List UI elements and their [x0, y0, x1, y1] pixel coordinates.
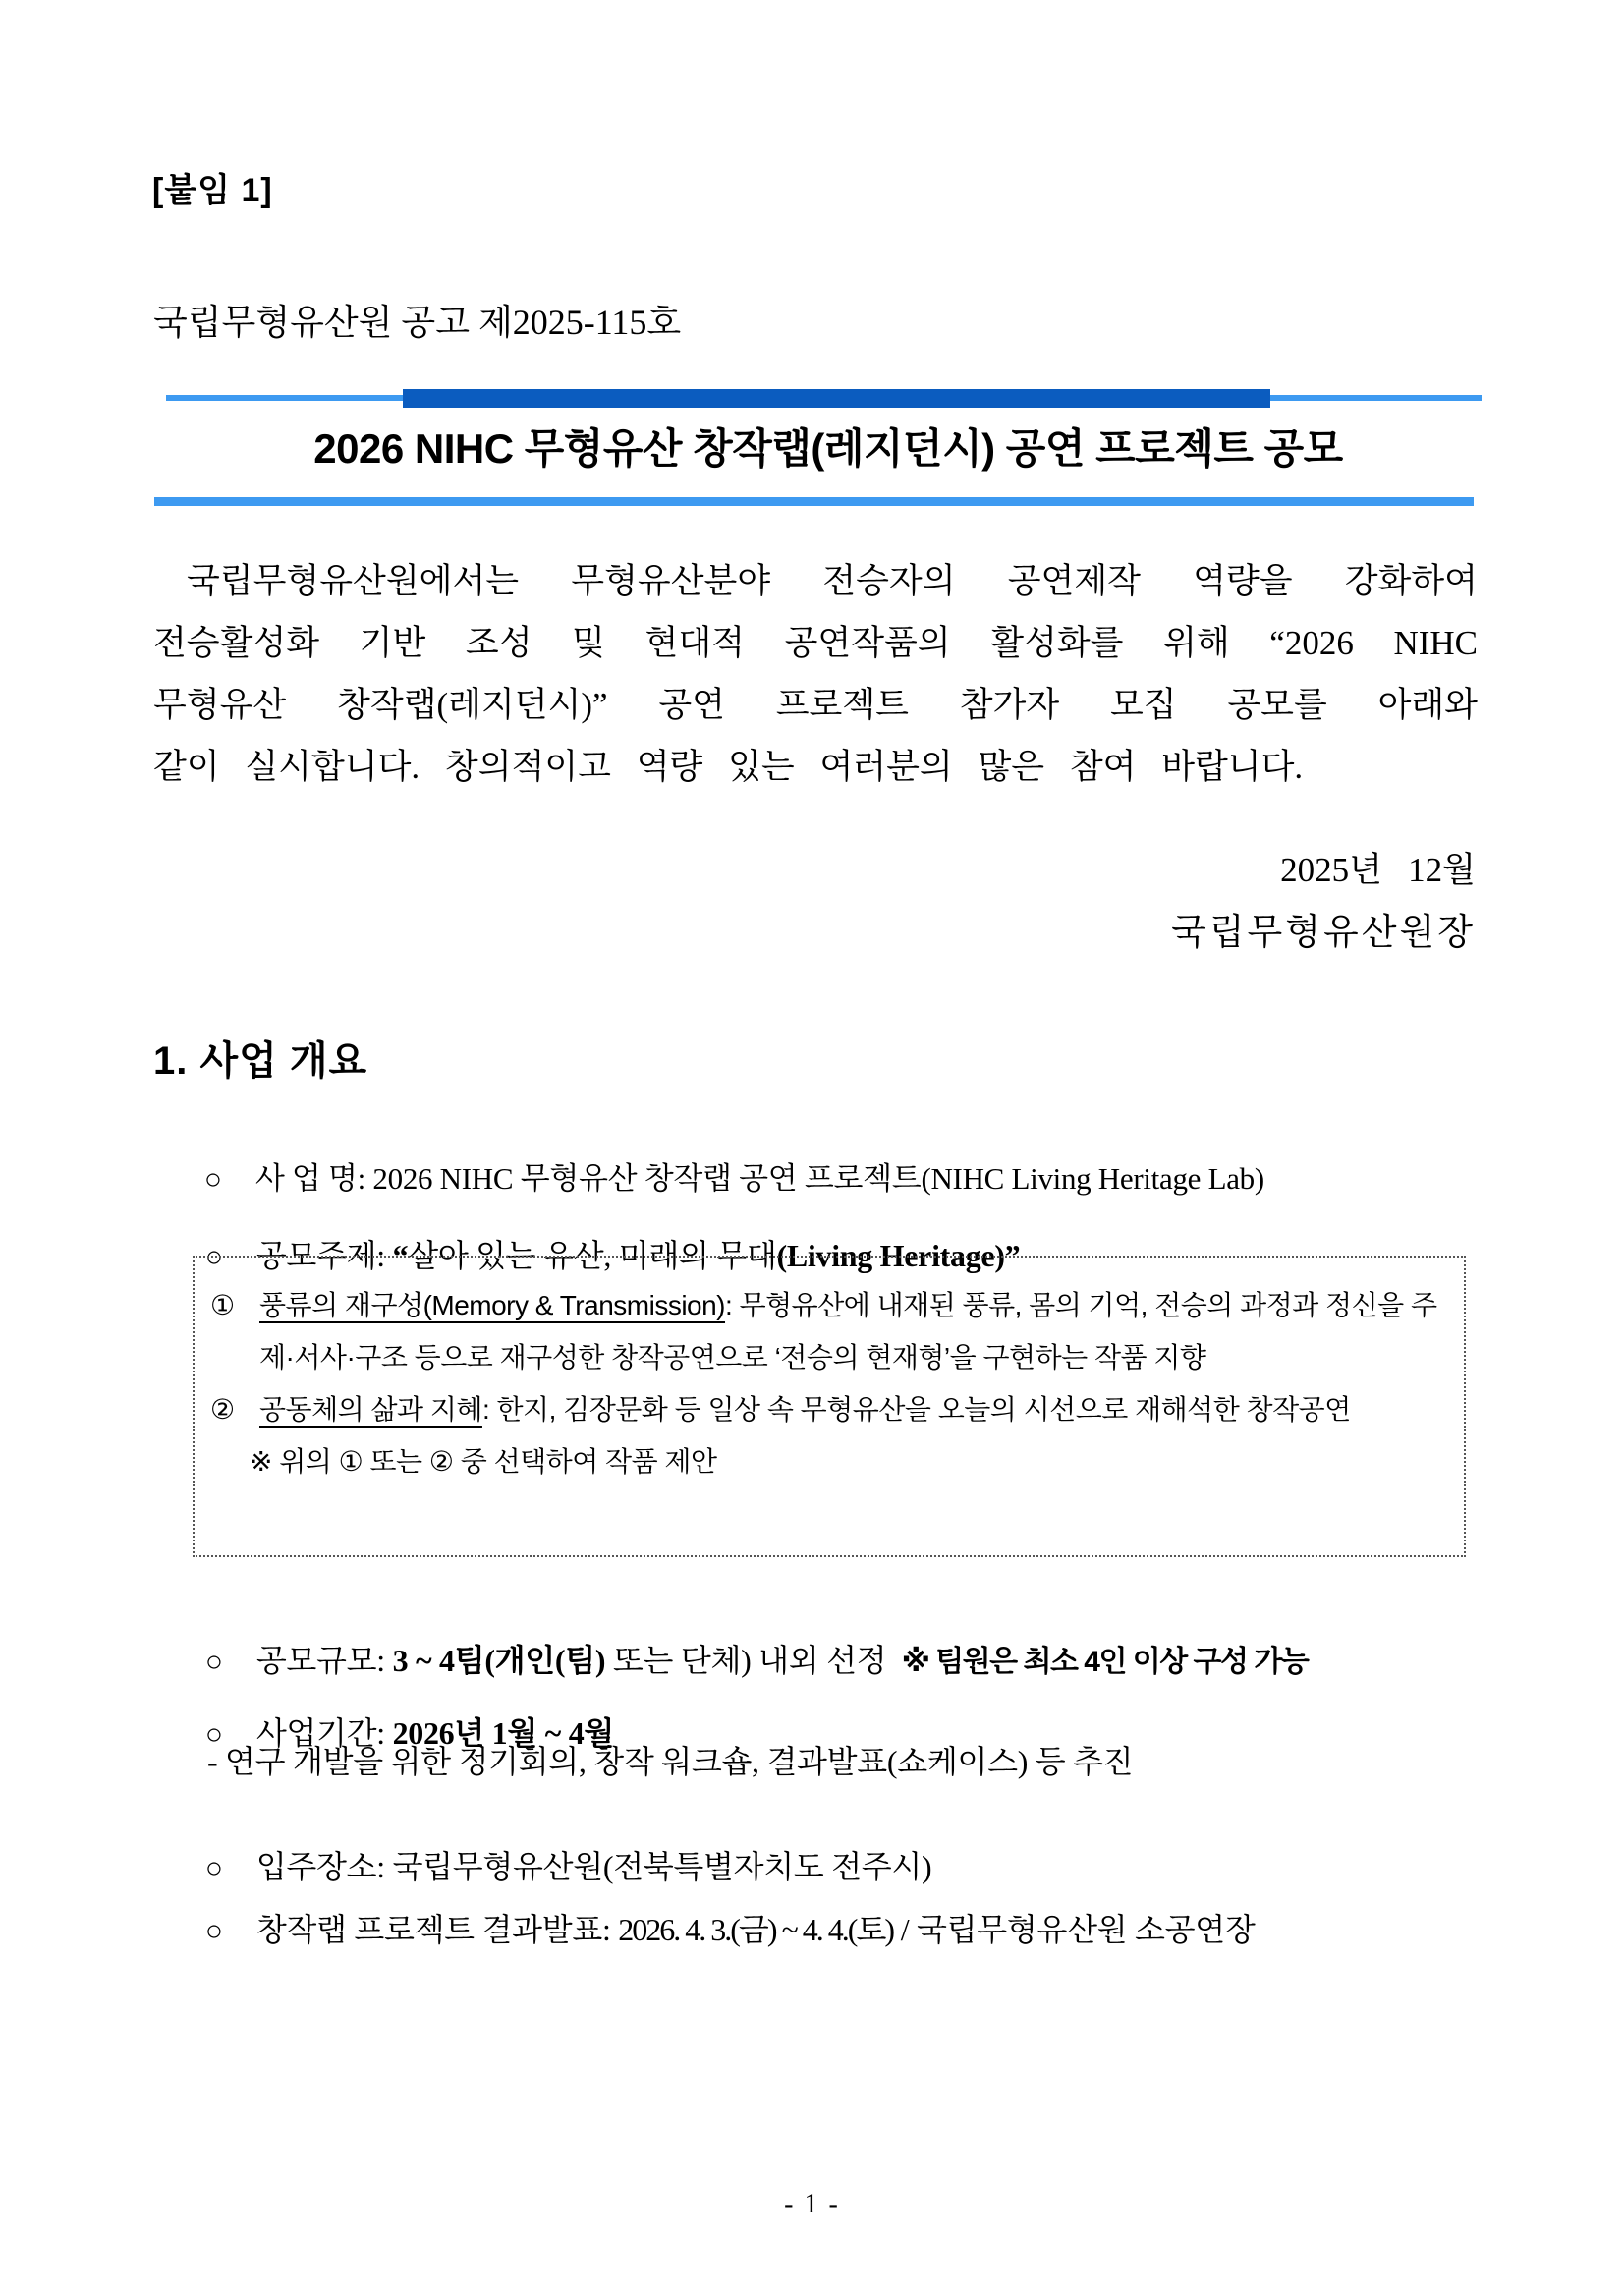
circled-one-icon: ①	[210, 1290, 235, 1320]
period-label: 사업기간:	[255, 1715, 393, 1751]
page-title: 2026 NIHC 무형유산 창작랩(레지던시) 공연 프로젝트 공모	[313, 425, 1343, 472]
theme-option-2-title: 공동체의 삶과 지혜	[259, 1394, 482, 1425]
theme-box-note: ※ 위의 ① 또는 ② 중 선택하여 작품 제안	[250, 1446, 717, 1477]
scale-note: ※ 팀원은 최소 4인 이상 구성 가능	[901, 1646, 1309, 1678]
circle-bullet-icon: ○	[204, 1718, 223, 1751]
banner-top-dark-bar	[403, 389, 1270, 408]
circle-bullet-icon: ○	[204, 1646, 223, 1678]
circle-bullet-icon: ○	[204, 1915, 223, 1947]
theme-option-2	[210, 1383, 1446, 1435]
circle-bullet-icon: ○	[203, 1163, 222, 1196]
banner-bottom-line	[154, 497, 1474, 506]
venue-label: 입주장소:	[255, 1849, 393, 1884]
intro-paragraph	[153, 550, 1478, 798]
attachment-label: [붙임 1]	[152, 172, 273, 209]
section-1-heading: 1. 사업 개요	[153, 1039, 368, 1083]
showcase-tail: / 국립무형유산원 소공연장	[893, 1912, 1256, 1947]
page-number: - 1 -	[784, 2189, 840, 2219]
theme-options-box	[193, 1256, 1466, 1557]
venue-text: 국립무형유산원(전북특별자치도 전주시)	[392, 1849, 932, 1884]
showcase-label: 창작랩 프로젝트 결과발표:	[255, 1912, 619, 1947]
circle-bullet-icon: ○	[204, 1241, 223, 1273]
theme-bold-tail: (Living Heritage)”	[776, 1238, 1021, 1273]
bullet-showcase	[175, 1869, 1255, 1987]
intro-line-4: 같이 실시합니다. 창의적이고 역량 있는 여러분의 많은 참여 바랍니다.	[153, 748, 1304, 786]
project-name-label: 사 업 명:	[254, 1161, 373, 1196]
theme-option-2-desc: : 한지, 김장문화 등 일상 속 무형유산을 오늘의 시선으로 재해석한 창작공연	[481, 1394, 1351, 1425]
signoff-date: 2025년 12월	[1280, 851, 1476, 889]
project-name-text: 2026 NIHC 무형유산 창작랩 공연 프로젝트(NIHC Living Heritage Lab)	[372, 1161, 1264, 1196]
intro-line-2: 전승활성화 기반 조성 및 현대적 공연작품의 활성화를 위해 “2026 NIHC	[153, 624, 1478, 662]
theme-option-1	[210, 1279, 1446, 1383]
scale-bold-text: 3 ~ 4팀(개인(팀)	[392, 1643, 606, 1678]
theme-quoted-text: 살아 있는 유산, 미래의 무대	[408, 1238, 777, 1273]
circle-bullet-icon: ○	[204, 1852, 223, 1884]
intro-line-3: 무형유산 창작랩(레지던시)” 공연 프로젝트 참가자 모집 공모를 아래와	[153, 686, 1478, 724]
showcase-date: 2026. 4. 3.(금) ~ 4. 4.(토)	[618, 1912, 894, 1947]
scale-label: 공모규모:	[255, 1643, 393, 1678]
circled-two-icon: ②	[210, 1394, 235, 1425]
theme-option-1-title: 풍류의 재구성(Memory & Transmission)	[259, 1290, 726, 1320]
period-bold-text: 2026년 1월 ~ 4월	[392, 1715, 615, 1751]
theme-option-1-desc: : 무형유산에 내재된 풍류, 몸의 기억, 전승의 과정과 정신을 주제·서사·구조 등으로 재구성한 창작공연으로 ‘전승의 현재형’을 구현하는 작품 지향	[259, 1290, 1437, 1372]
signoff-signer: 국립무형유산원장	[1171, 913, 1476, 953]
theme-open-quote: “	[392, 1238, 409, 1273]
notice-number: 국립무형유산원 공고 제2025-115호	[153, 303, 682, 342]
intro-line-1: 국립무형유산원에서는 무형유산분야 전승자의 공연제작 역량을 강화하여	[187, 562, 1478, 600]
period-sub-detail: - 연구 개발을 위한 정기회의, 창작 워크숍, 결과발표(쇼케이스) 등 추진	[207, 1744, 1134, 1779]
scale-rest-text: 또는 단체) 내외 선정	[605, 1643, 902, 1678]
theme-label: 공모주제:	[255, 1238, 393, 1273]
